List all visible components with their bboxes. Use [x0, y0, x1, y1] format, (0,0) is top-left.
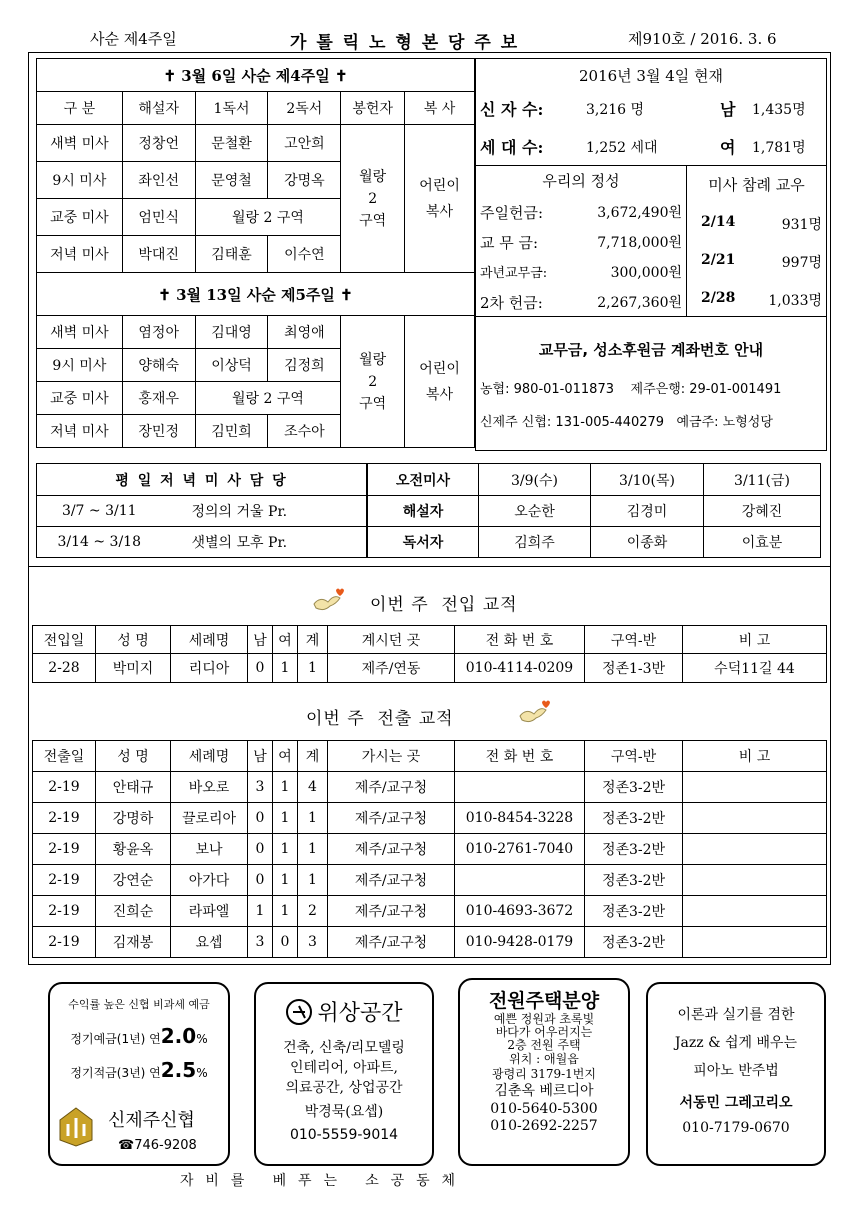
week1-title: 3월 6일 사순 제4주일 — [181, 66, 330, 85]
ad-credit-union: 수익률 높은 신협 비과세 예금 정기예금(1년) 연2.0% 정기적금(3년) 연2.5% 신제주신협 ☎746-9208 — [48, 982, 230, 1166]
table-header: 전출일 성 명 세례명 남 여 계 가시는 곳 전 화 번 호 구역-반 비 고 — [33, 741, 827, 772]
issue-number: 제910호 / 2016. 3. 6 — [628, 30, 777, 48]
parish-motto: 자 비 를 베 푸 는 소 공 동 체 — [180, 1173, 457, 1189]
offering-box: 우리의 정성 주일헌금: 3,672,490원 교 무 금: 7,718,000원 과년교무금: 300,000원 2차 헌금: 2,267,360원 — [475, 165, 687, 317]
cross-icon: ✝ — [163, 66, 177, 85]
table-row: 2-19 강연순 아가다 0 1 1 제주/교구청 정존3-2반 — [33, 865, 827, 896]
table-row: 2-19 강명하 끌로리아 0 1 1 제주/교구청 010-8454-3228 정존3-2반 — [33, 803, 827, 834]
table-row: 2-19 김재봉 요셉 3 0 3 제주/교구청 010-9428-0179 정존3-2반 — [33, 927, 827, 958]
transfer-in-title: 이번 주 전입 교적 — [310, 586, 570, 616]
parish-stats: 2016년 3월 4일 현재 신 자 수: 3,216 명 남 1,435명 세 대 수: 1,252 세대 여 1,781명 — [475, 58, 827, 166]
dove-icon — [516, 698, 552, 728]
schedule-header-row: 구 분 해설자 1독서 2독서 봉헌자 복 사 — [37, 92, 475, 125]
attendance-box: 미사 참례 교우 2/14 931명 2/21 997명 2/28 1,033명 — [686, 165, 827, 317]
table-row: 2-19 진희순 라파엘 1 1 2 제주/교구청 010-4693-3672 정존3-2반 — [33, 896, 827, 927]
credit-union-logo-icon — [56, 1106, 96, 1148]
week2-title: 3월 13일 사순 제5주일 — [176, 285, 335, 304]
bulletin-title: 가 톨 릭 노 형 본 당 주 보 — [290, 33, 520, 53]
issue-season: 사순 제4주일 — [90, 30, 177, 48]
table-row: 2-19 황윤옥 보나 0 1 1 제주/교구청 010-2761-7040 정존3-2반 — [33, 834, 827, 865]
transfer-in-table — [32, 625, 827, 683]
dove-icon — [310, 586, 346, 616]
brand-logo-icon — [285, 998, 313, 1026]
weekday-mass: 평 일 저 녁 미 사 담 당 오전미사 3/9(수) 3/10(목) 3/11(금) 3/7 ~ 3/11 정의의 거울 Pr. 해설자 오순한 김경미 강혜진 3/14 ~ 3/18 샛별의 모후 Pr. 독서자 김희주 이종화 이효분 — [36, 463, 821, 558]
account-box: 교무금, 성소후원금 계좌번호 안내 농협: 980-01-011873 제주은행: 29-01-001491 신제주 신협: 131-005-440279 예금주: 노형성당 — [475, 316, 827, 451]
transfer-out-title: 이번 주 전출 교적 — [300, 698, 570, 730]
ad-piano: 이론과 실기를 겸한 Jazz & 쉽게 배우는 피아노 반주법 서동민 그레고리오 010-7179-0670 — [646, 982, 826, 1166]
table-row: 2-28 박미지 리디아 0 1 1 제주/연동 010-4114-0209 정존1-3반 수덕11길 44 — [33, 654, 827, 683]
altar-server: 어린이 복사 — [405, 125, 475, 273]
table-row: 2-19 안태규 바오로 3 1 4 제주/교구청 정존3-2반 — [33, 772, 827, 803]
table-header: 전입일 성 명 세례명 남 여 계 계시던 곳 전 화 번 호 구역-반 비 고 — [33, 626, 827, 654]
transfer-out-table — [32, 740, 827, 958]
ad-wisang: 위상공간 건축, 신축/리모델링 인테리어, 아파트, 의료공간, 상업공간 박경묵(요셉) 010-5559-9014 — [254, 982, 434, 1166]
mass-schedule: ✝ 3월 6일 사순 제4주일 ✝ 구 분 해설자 1독서 2독서 봉헌자 복 사 새벽 미사 정창언 문철환 고안희 월랑 2 구역 어린이 복사 9시 미사 좌인선 문영철 강명옥 교중 미사 엄민식 월랑 2 구역 저녁 미사 박대진 김태훈 이수연 ✝ 3월 13일 사순 제5주일 ✝ 새벽 미사 염정아 김대영 최영애 월랑 2 구역 어린이 복사 9시 미사 양해숙 이상덕 김정희 교중 미사 홍재우 월랑 2 구역 저녁 미사 장민정 김민희 조수아 — [36, 58, 475, 448]
offering-group: 월랑 2 구역 — [341, 125, 405, 273]
ad-housing: 전원주택분양 예쁜 정원과 초록빛 바다가 어우러지는 2층 전원 주택 위치 : 애월읍 광령리 3179-1번지 김춘옥 베르디아 010-5640-5300 010-2692-2257 — [458, 978, 630, 1166]
